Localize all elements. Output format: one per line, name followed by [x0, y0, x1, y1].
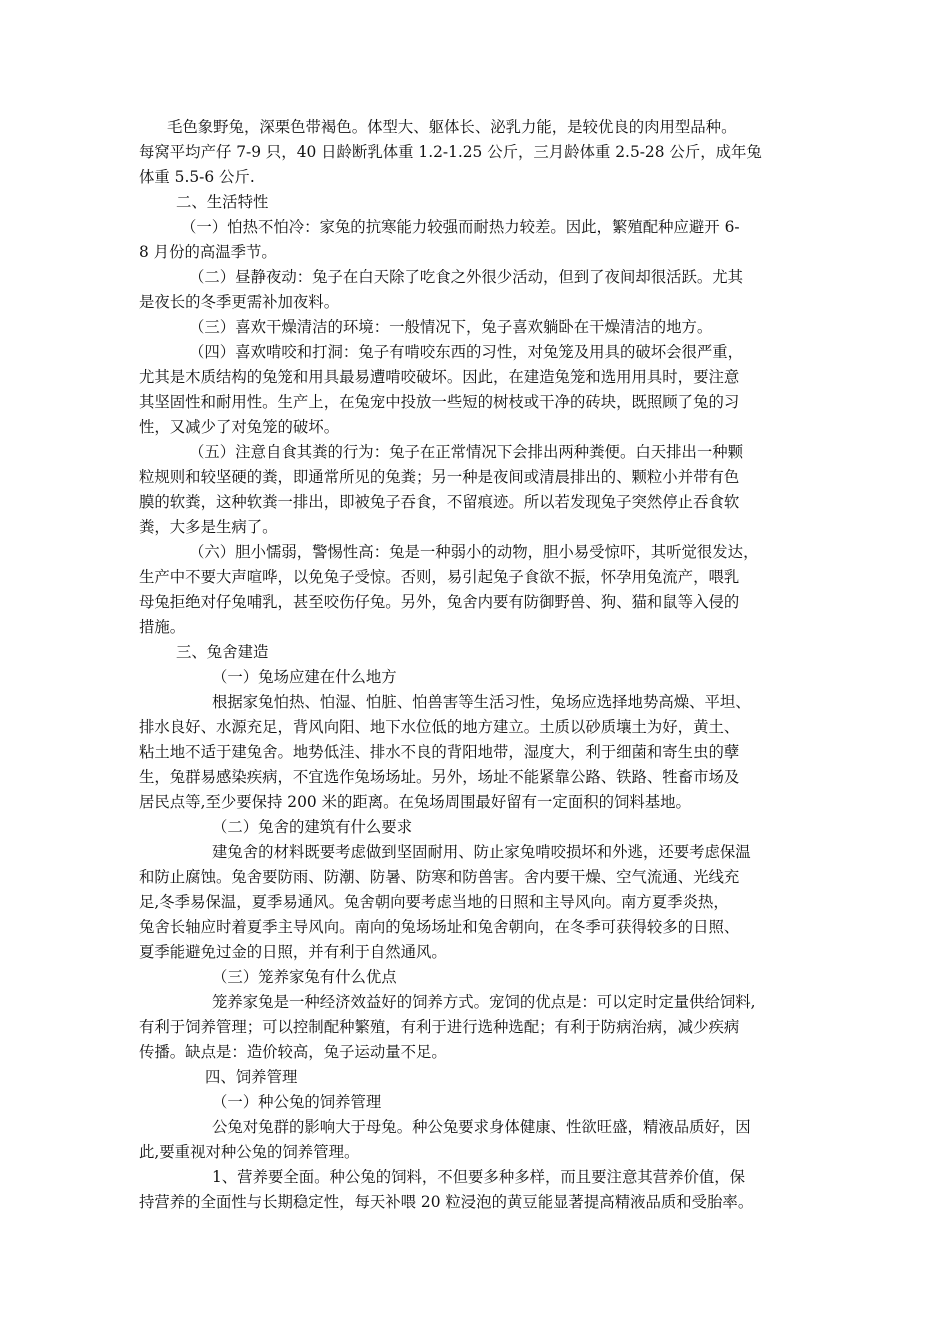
text-line: 生，兔群易感染疾病，不宜选作兔场场址。另外，场址不能紧靠公路、铁路、牲畜市场及 [139, 768, 740, 786]
text-line: 笼养家兔是一种经济效益好的饲养方式。宠饲的优点是：可以定时定量供给饲料, [212, 993, 756, 1011]
subsection-heading: （一）兔场应建在什么地方 [212, 668, 397, 686]
text-line: 居民点等,至少要保持 200 米的距离。在兔场周围最好留有一定面积的饲料基地。 [139, 793, 691, 811]
text-line: 8 月份的高温季节。 [139, 243, 277, 261]
subsection-heading: （一）种公兔的饲养管理 [212, 1093, 382, 1111]
text-line: 根据家兔怕热、怕湿、怕脏、怕兽害等生活习性，兔场应选择地势高燥、平坦、 [212, 693, 751, 711]
text-line: 夏季能避免过金的日照，并有利于自然通风。 [139, 943, 447, 961]
text-line: 是夜长的冬季更需补加夜料。 [139, 293, 340, 311]
text-line: 和防止腐蚀。兔舍要防雨、防潮、防暑、防寒和防兽害。舍内要干燥、空气流通、光线充 [139, 868, 740, 886]
text-line: 其坚固性和耐用性。生产上，在兔宠中投放一些短的树枝或干净的砖块，既照顾了兔的习 [139, 393, 740, 411]
text-line: 粘土地不适于建兔舍。地势低洼、排水不良的背阳地带，湿度大，利于细菌和寄生虫的孽 [139, 743, 740, 761]
text-line: 传播。缺点是：造价较高，兔子运动量不足。 [139, 1043, 447, 1061]
text-line: （六）胆小懦弱，警惕性高：兔是一种弱小的动物，胆小易受惊吓，其听觉很发达， [189, 543, 759, 561]
text-line: 粪，大多是生病了。 [139, 518, 278, 536]
text-line: 毛色象野兔，深栗色带褐色。体型大、躯体长、泌乳力能，是较优良的肉用型品种。 [167, 118, 737, 136]
text-line: 足,冬季易保温，夏季易通风。兔舍朝向要考虑当地的日照和主导风向。南方夏季炎热， [139, 893, 729, 911]
text-line: 有利于饲养管理；可以控制配种繁殖，有利于进行选种选配；有利于防病治病，减少疾病 [139, 1018, 740, 1036]
text-line: 公兔对兔群的影响大于母兔。种公兔要求身体健康、性欲旺盛，精液品质好，因 [212, 1118, 751, 1136]
text-line: 排水良好、水源充足，背风向阳、地下水位低的地方建立。土质以砂质壤土为好，黄土、 [139, 718, 740, 736]
text-line: 粒规则和较坚硬的粪，即通常所见的兔粪；另一种是夜间或清晨排出的、颗粒小并带有色 [139, 468, 740, 486]
text-line: 1、营养要全面。种公兔的饲料，不但要多种多样，而且要注意其营养价值，保 [212, 1168, 746, 1186]
text-line: 膜的软粪，这种软粪一排出，即被兔子吞食，不留痕迹。所以若发现兔子突然停止吞食软 [139, 493, 740, 511]
text-line: 措施。 [139, 618, 186, 636]
text-line: 生产中不要大声喧哗，以免兔子受惊。否则，易引起兔子食欲不振，怀孕用兔流产，喂乳 [139, 568, 740, 586]
text-line: 每窝平均产仔 7-9 只，40 日龄断乳体重 1.2-1.25 公斤，三月龄体重 2.5-28 公斤，成年兔 [139, 143, 762, 161]
text-line: （一）怕热不怕冷：家兔的抗寒能力较强而耐热力较差。因此，繁殖配种应避开 6- [181, 218, 740, 236]
text-line: 尤其是木质结构的兔笼和用具最易遭啃咬破坏。因此，在建造兔笼和选用用具时，要注意 [139, 368, 740, 386]
subsection-heading: （三）笼养家兔有什么优点 [212, 968, 397, 986]
text-line: （三）喜欢干燥清洁的环境：一般情况下，兔子喜欢躺卧在干燥清洁的地方。 [189, 318, 713, 336]
text-line: 建兔舍的材料既要考虑做到坚固耐用、防止家兔啃咬损坏和外逃，还要考虑保温 [212, 843, 751, 861]
text-line: 兔舍长轴应时着夏季主导风向。南向的兔场场址和兔舍朝向，在冬季可获得较多的日照、 [139, 918, 740, 936]
section-heading: 四、饲养管理 [205, 1068, 298, 1086]
text-line: 母兔拒绝对仔兔哺乳，甚至咬伤仔兔。另外，兔舍内要有防御野兽、狗、猫和鼠等入侵的 [139, 593, 740, 611]
text-line: （五）注意自食其粪的行为：兔子在正常情况下会排出两种粪便。白天排出一种颗 [189, 443, 744, 461]
section-heading: 二、生活特性 [176, 193, 269, 211]
text-line: 此,要重视对种公兔的饲养管理。 [139, 1143, 360, 1161]
subsection-heading: （二）兔舍的建筑有什么要求 [212, 818, 413, 836]
section-heading: 三、兔舍建造 [176, 643, 269, 661]
text-line: 持营养的全面性与长期稳定性，每天补喂 20 粒浸泡的黄豆能显著提高精液品质和受胎率。 [139, 1193, 754, 1211]
text-line: （四）喜欢啃咬和打洞：兔子有啃咬东西的习性，对兔笼及用具的破坏会很严重， [189, 343, 744, 361]
text-line: 体重 5.5-6 公斤. [139, 168, 255, 186]
text-line: （二）昼静夜动：兔子在白天除了吃食之外很少活动，但到了夜间却很活跃。尤其 [189, 268, 744, 286]
text-line: 性，又减少了对兔笼的破坏。 [139, 418, 340, 436]
